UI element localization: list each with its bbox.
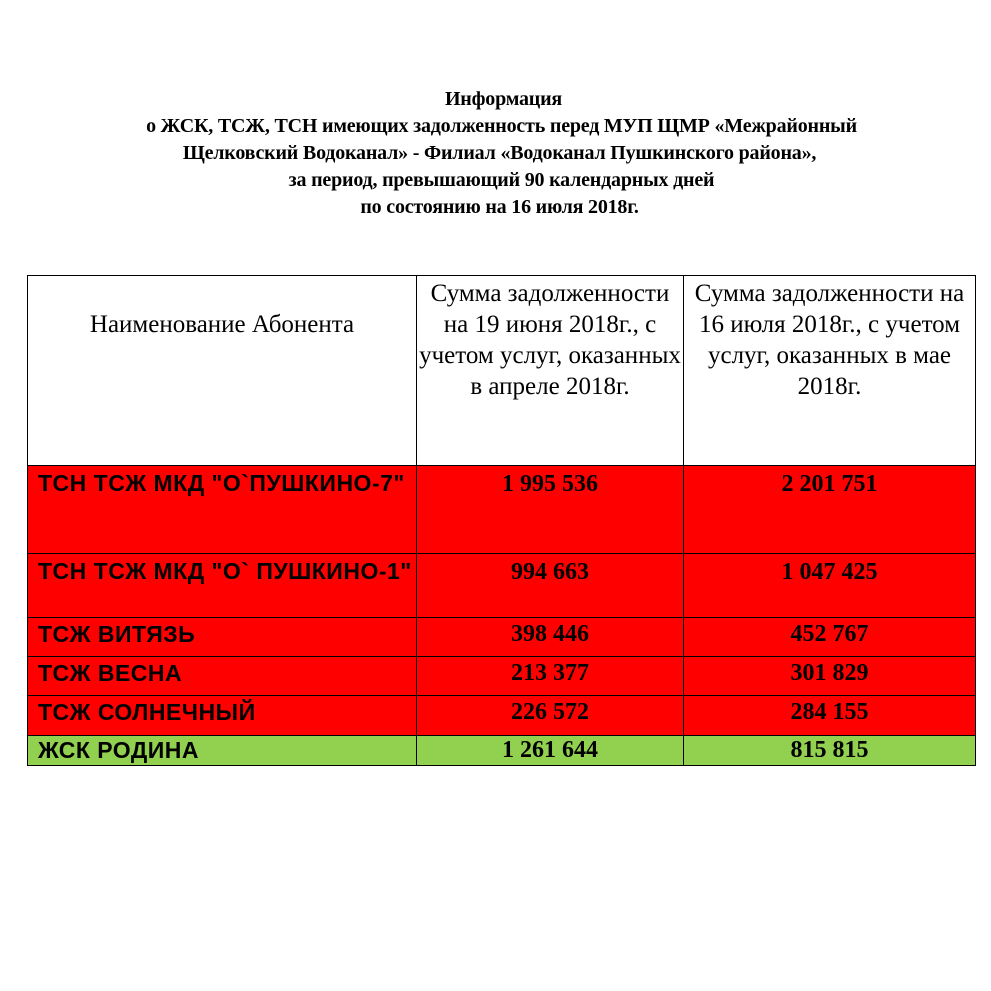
- debt-july: 452 767: [684, 618, 976, 657]
- debt-table: [27, 275, 976, 766]
- debt-july: 1 047 425: [684, 554, 976, 618]
- heading-subtitle-line-1: о ЖСК, ТСЖ, ТСН имеющих задолженность перед МУП ЩМР «Межрайонный: [146, 115, 857, 137]
- subscriber-name: ТСН ТСЖ МКД "О`ПУШКИНО-7": [28, 466, 417, 554]
- table-row: [28, 696, 976, 736]
- table-row: [28, 618, 976, 657]
- heading-date: по состоянию на 16 июля 2018г.: [360, 196, 639, 218]
- document-heading: [0, 86, 991, 221]
- debt-july: 815 815: [684, 736, 976, 766]
- subscriber-name: ТСЖ СОЛНЕЧНЫЙ: [28, 696, 417, 736]
- subscriber-name: ТСН ТСЖ МКД "О` ПУШКИНО-1": [28, 554, 417, 618]
- debt-july: 301 829: [684, 657, 976, 696]
- table-row: [28, 554, 976, 618]
- subscriber-name: ЖСК РОДИНА: [28, 736, 417, 766]
- subscriber-name: ТСЖ ВЕСНА: [28, 657, 417, 696]
- debt-july: 2 201 751: [684, 466, 976, 554]
- debt-june: 213 377: [417, 657, 684, 696]
- table-row: [28, 736, 976, 766]
- debt-june: 1 995 536: [417, 466, 684, 554]
- debt-june: 1 261 644: [417, 736, 684, 766]
- heading-period: за период, превышающий 90 календарных дней: [288, 169, 715, 191]
- heading-title: Информация: [444, 88, 563, 110]
- column-header-july: Сумма задолженности на 16 июля 2018г., с учетом услуг, оказанных в мае 2018г.: [684, 276, 976, 466]
- debt-july: 284 155: [684, 696, 976, 736]
- table-row: [28, 466, 976, 554]
- heading-subtitle-line-2: Щелковский Водоканал» - Филиал «Водоканал Пушкинского района»,: [182, 142, 817, 164]
- debt-june: 398 446: [417, 618, 684, 657]
- table-header-row: [28, 276, 976, 466]
- debt-june: 226 572: [417, 696, 684, 736]
- column-header-june: Сумма задолженности на 19 июня 2018г., с учетом услуг, оказанных в апреле 2018г.: [417, 276, 684, 466]
- column-header-name: Наименование Абонента: [28, 276, 417, 466]
- subscriber-name: ТСЖ ВИТЯЗЬ: [28, 618, 417, 657]
- table-row: [28, 657, 976, 696]
- debt-june: 994 663: [417, 554, 684, 618]
